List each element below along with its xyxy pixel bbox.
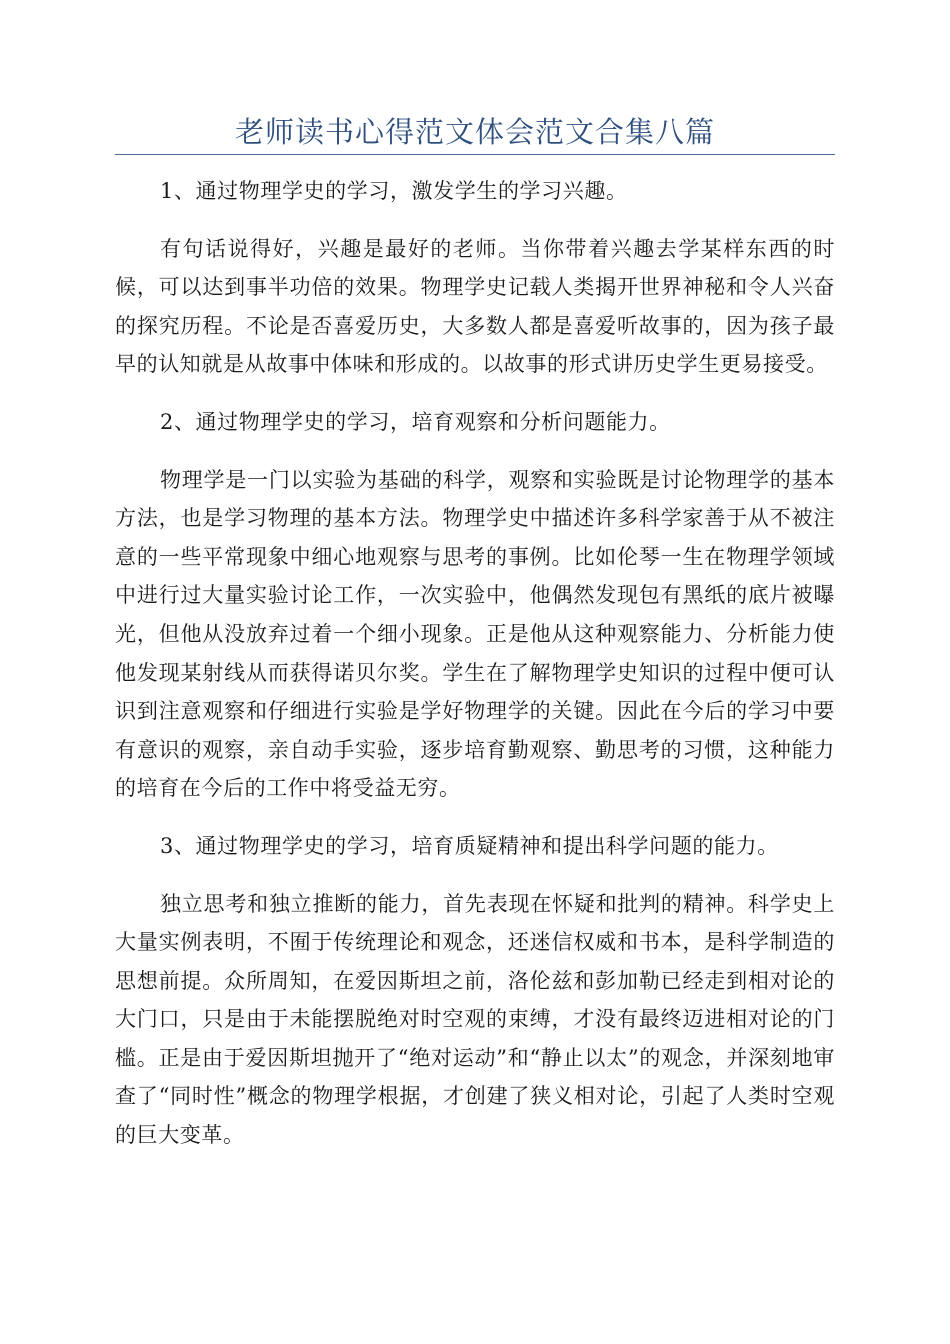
- section-heading-2: 2、通过物理学史的学习，培育观察和分析问题能力。: [160, 409, 671, 434]
- document-body: [115, 172, 835, 1174]
- title-underline: [115, 154, 835, 155]
- section-paragraph-3: 独立思考和独立推断的能力，首先表现在怀疑和批判的精神。科学史上大量实例表明，不囿于传统理论和观念，还迷信权威和书本，是科学制造的思想前提。众所周知，在爱因斯坦之前，洛伦兹和彭加勒已经走到相对论的大门口，只是由于未能摆脱绝对时空观的束缚，才没有最终迈进相对论的门槛。正是由于爱因斯坦抛开了“绝对运动”和“静止以太”的观念，并深刻地审查了“同时性”概念的物理学根据，才创建了狭义相对论，引起了人类时空观的巨大变革。: [115, 891, 835, 1148]
- section-heading-1: 1、通过物理学史的学习，激发学生的学习兴趣。: [160, 179, 628, 203]
- document-title: 老师读书心得范文体会范文合集八篇: [234, 115, 715, 149]
- section-paragraph-2: 物理学是一门以实验为基础的科学，观察和实验既是讨论物理学的基本方法，也是学习物理的基本方法。物理学史中描述许多科学家善于从不被注意的一些平常现象中细心地观察与思考的事例。比如伦琴一生在物理学领域中进行过大量实验讨论工作，一次实验中，他偶然发现包有黑纸的底片被曝光，但他从没放弃过着一个细小现象。正是他从这种观察能力、分析能力使他发现某射线从而获得诺贝尔奖。学生在了解物理学史知识的过程中便可认识到注意观察和仔细进行实验是学好物理学的关键。因此在今后的学习中要有意识的观察，亲自动手实验，逐步培育勤观察、勤思考的习惯，这种能力的培育在今后的工作中将受益无穷。: [115, 467, 835, 801]
- section-paragraph-1: 有句话说得好，兴趣是最好的老师。当你带着兴趣去学某样东西的时候，可以达到事半功倍的效果。物理学史记载人类揭开世界神秘和令人兴奋的探究历程。不论是否喜爱历史，大多数人都是喜爱听故事的，因为孩子最早的认知就是从故事中体味和形成的。以故事的形式讲历史学生更易接受。: [115, 236, 835, 377]
- section-heading-3: 3、通过物理学史的学习，培育质疑精神和提出科学问题的能力。: [160, 833, 779, 858]
